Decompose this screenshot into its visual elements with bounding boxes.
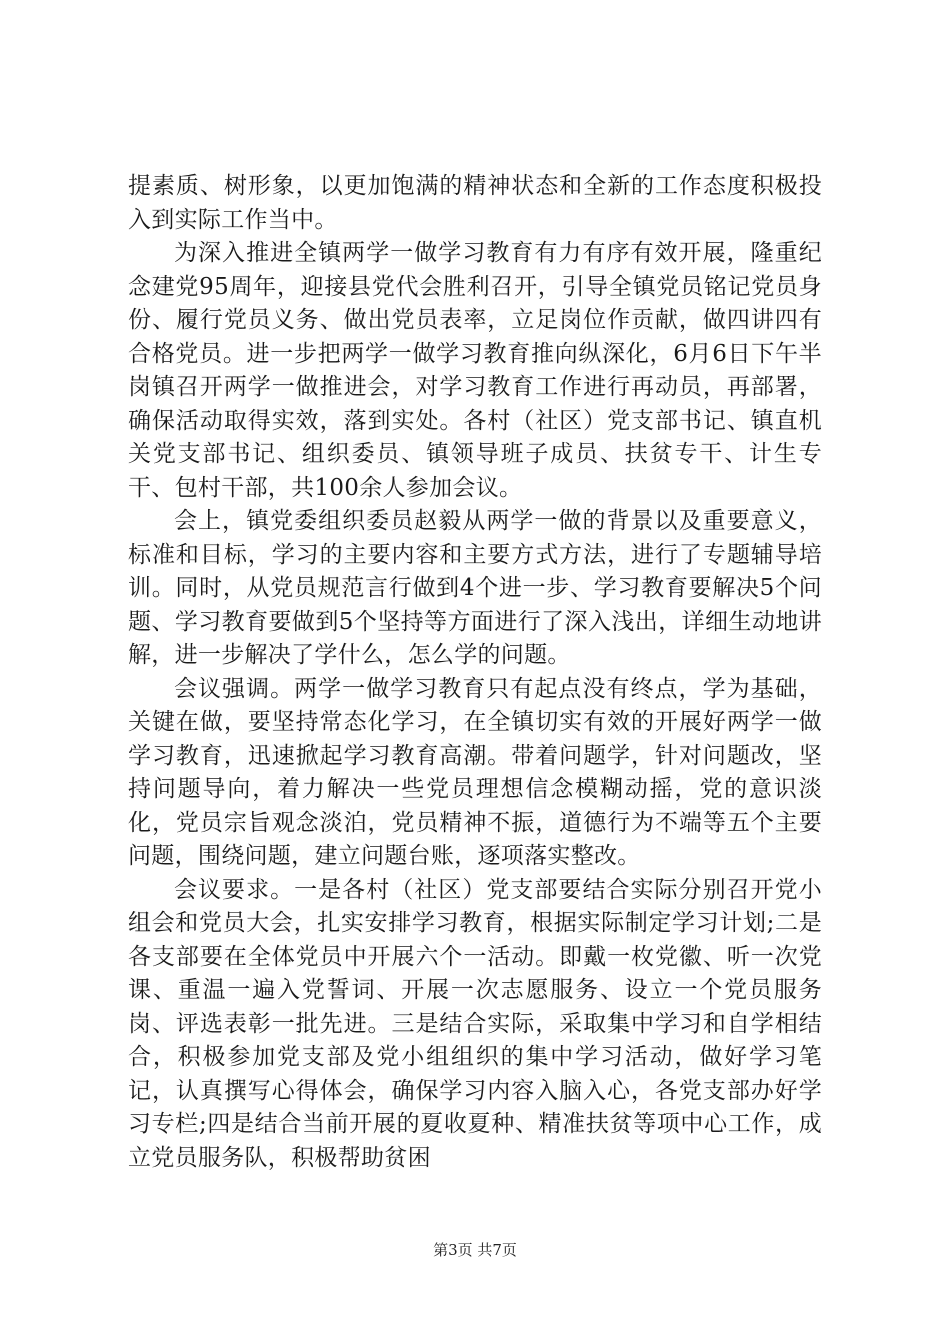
paragraph-training: 会上，镇党委组织委员赵毅从两学一做的背景以及重要意义，标准和目标，学习的主要内容和主要方式方法，进行了专题辅导培训。同时，从党员规范言行做到4个进一步、学习教育要解决5个问题、学习教育要做到5个坚持等方面进行了深入浅出，详细生动地讲解，进一步解决了学什么，怎么学的问题。 [128, 508, 822, 668]
paragraph-requirements: 会议要求。一是各村（社区）党支部要结合实际分别召开党小组会和党员大会，扎实安排学习教育，根据实际制定学习计划;二是各支部要在全体党员中开展六个一活动。即戴一枚党徽、听一次党课、重温一遍入党誓词、开展一次志愿服务、设立一个党员服务岗、评选表彰一批先进。三是结合实际，采取集中学习和自学相结合，积极参加党支部及党小组组织的集中学习活动，做好学习笔记，认真撰写心得体会，确保学习内容入脑入心，各党支部办好学习专栏;四是结合当前开展的夏收夏种、精准扶贫等项中心工作，成立党员服务队，积极帮助贫困 [128, 876, 822, 1171]
paragraph-meeting-overview: 为深入推进全镇两学一做学习教育有力有序有效开展，隆重纪念建党95周年，迎接县党代会胜利召开，引导全镇党员铭记党员身份、履行党员义务、做出党员表率，立足岗位作贡献，做四讲四有合格党员。进一步把两学一做学习教育推向纵深化，6月6日下午半岗镇召开两学一做推进会，对学习教育工作进行再动员，再部署，确保活动取得实效，落到实处。各村（社区）党支部书记、镇直机关党支部书记、组织委员、镇领导班子成员、扶贫专干、计生专干、包村干部，共100余人参加会议。 [128, 240, 822, 501]
document-body [128, 170, 822, 1175]
paragraph-emphasis: 会议强调。两学一做学习教育只有起点没有终点，学为基础，关键在做，要坚持常态化学习，在全镇切实有效的开展好两学一做学习教育，迅速掀起学习教育高潮。带着问题学，针对问题改，坚持问题导向，着力解决一些党员理想信念模糊动摇，党的意识淡化，党员宗旨观念淡泊，党员精神不振，道德行为不端等五个主要问题，围绕问题，建立问题台账，逐项落实整改。 [128, 675, 822, 869]
page-number-footer: 第3页 共7页 [433, 1241, 517, 1259]
paragraph-continuation: 提素质、树形象，以更加饱满的精神状态和全新的工作态度积极投入到实际工作当中。 [128, 173, 822, 233]
